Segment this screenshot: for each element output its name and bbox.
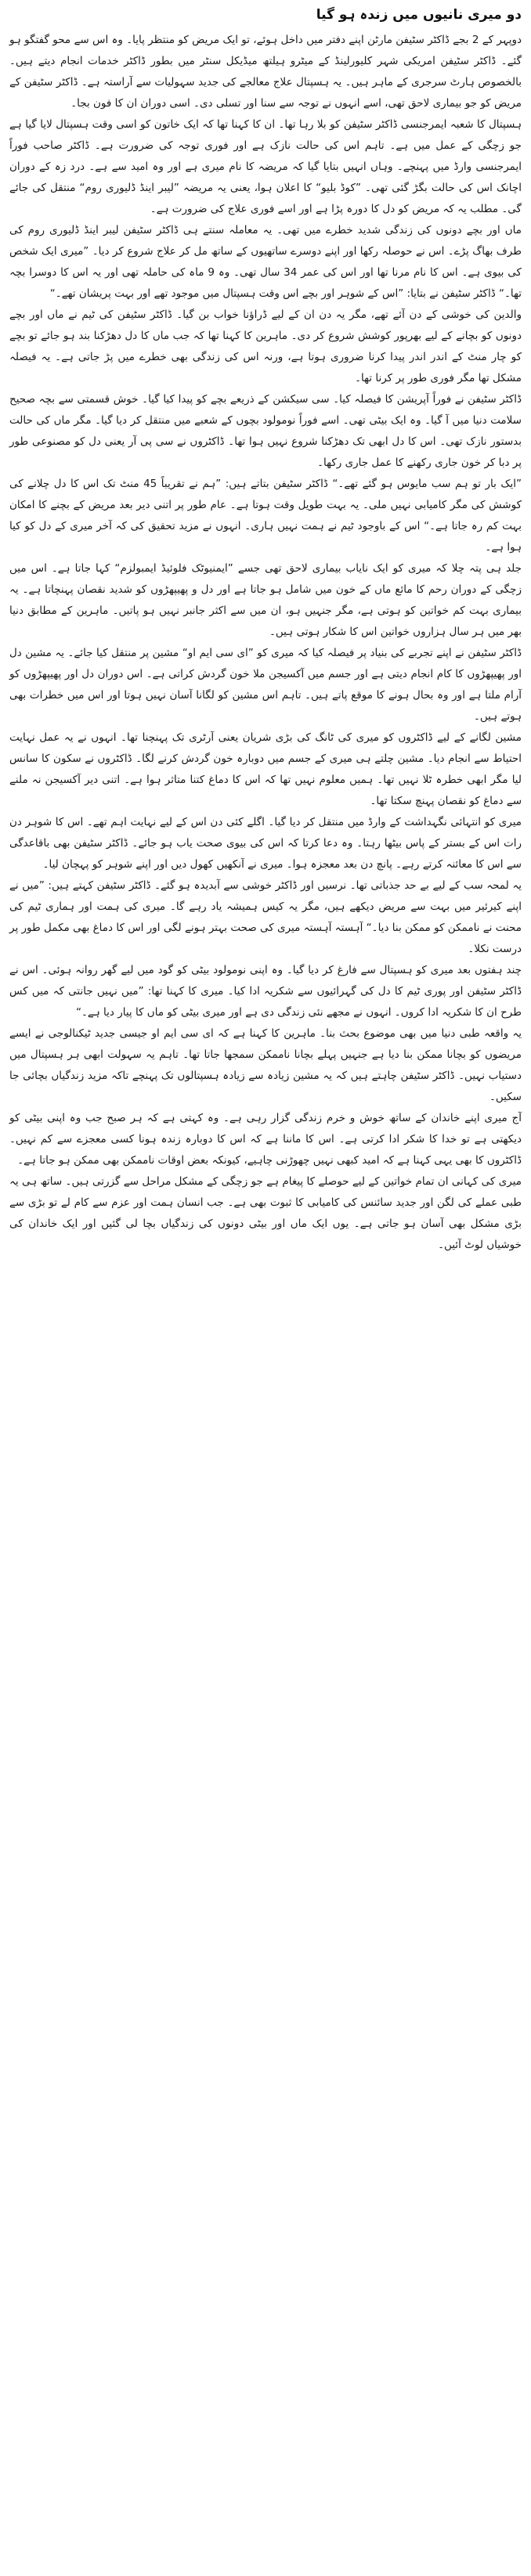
article-paragraph: آج میری اپنے خاندان کے ساتھ خوش و خرم زندگی گزار رہی ہے۔ وہ کہتی ہے کہ ہر صبح جب وہ اپنی بیٹی کو دیکھتی ہے تو خدا کا شکر ادا کرتی ہے۔ اس کا ماننا ہے کہ اس کا دوبارہ زندہ ہونا کسی معجزے سے کم نہیں۔ ڈاکٹروں کا بھی یہی کہنا ہے کہ امید کبھی نہیں چھوڑنی چاہیے، کیونکہ بعض اوقات ناممکن بھی ممکن ہو جاتا ہے۔ xyxy=(9,1112,522,1167)
article-paragraph: ماں اور بچے دونوں کی زندگی شدید خطرے میں تھی۔ یہ معاملہ سنتے ہی ڈاکٹر سٹیفن لیبر اینڈ ڈلیوری روم کی طرف بھاگ پڑے۔ اس نے حوصلہ رکھا اور اپنے دوسرے ساتھیوں کے ساتھ مل کر علاج شروع کر دیا۔ ”میری ایک شخص کی بیوی ہے۔ اس کا نام مرنا تھا اور اس کی عمر 34 سال تھی۔ وہ 9 ماہ کی حاملہ تھی اور یہ اس کا دوسرا بچہ تھا۔“ ڈاکٹر سٹیفن نے بتایا: ”اس کے شوہر اور بچے اس وقت ہسپتال میں موجود تھے اور بہت پریشان تھے۔“ xyxy=(9,224,522,300)
article-paragraph: ڈاکٹر سٹیفن نے اپنے تجربے کی بنیاد پر فیصلہ کیا کہ میری کو ”ای سی ایم او“ مشین پر منتقل کیا جائے۔ یہ مشین دل اور پھیپھڑوں کا کام انجام دیتی ہے اور جسم میں آکسیجن ملا خون گردش کراتی ہے۔ اس دوران دل اور پھیپھڑوں کو آرام ملتا ہے اور وہ بحال ہونے کا موقع پاتے ہیں۔ تاہم اس مشین کو لگانا آسان نہیں ہوتا اور اس میں خطرات بھی ہوتے ہیں۔ xyxy=(9,647,522,723)
article-paragraph: ہسپتال کا شعبہ ایمرجنسی ڈاکٹر سٹیفن کو بلا رہا تھا۔ ان کا کہنا تھا کہ ایک خاتون کو اسی وقت ہسپتال لایا گیا ہے جو زچگی کے عمل میں ہے۔ تاہم اس کی حالت نازک ہے اور فوری توجہ کی ضرورت ہے۔ ڈاکٹر صاحب فوراً ایمرجنسی وارڈ میں پہنچے۔ وہاں انہیں بتایا گیا کہ مریضہ کا نام میری ہے اور وہ امید سے ہے۔ درد زہ کے دوران اچانک اس کی حالت بگڑ گئی تھی۔ ”کوڈ بلیو“ کا اعلان ہوا، یعنی یہ مریضہ ”لیبر اینڈ ڈلیوری روم“ منتقل کی جائے گی۔ مطلب یہ کہ مریض کو دل کا دورہ پڑا ہے اور اسے فوری علاج کی ضرورت ہے۔ xyxy=(9,118,522,215)
article-paragraph: یہ لمحہ سب کے لیے بے حد جذباتی تھا۔ نرسیں اور ڈاکٹر خوشی سے آبدیدہ ہو گئے۔ ڈاکٹر سٹیفن کہتے ہیں: ”میں نے اپنے کیرئیر میں بہت سے مریض دیکھے ہیں، مگر یہ کیس ہمیشہ یاد رہے گا۔ میری کی ہمت اور ہماری ٹیم کی محنت نے ناممکن کو ممکن بنا دیا۔“ آہستہ آہستہ میری کی صحت بہتر ہونے لگی اور اس کا دماغ بھی مکمل طور پر درست نکلا۔ xyxy=(9,879,522,955)
article-body xyxy=(9,30,522,1256)
article-title: دو میری نانیوں میں زندہ ہو گیا xyxy=(316,7,522,23)
article-paragraph: دوپہر کے 2 بجے ڈاکٹر سٹیفن مارٹن اپنے دفتر میں داخل ہوئے، تو ایک مریض کو منتظر پایا۔ وہ اس سے محو گفتگو ہو گئے۔ ڈاکٹر سٹیفن امریکی شہر کلیورلینڈ کے میٹرو ہیلتھ میڈیکل سنٹر میں بطور ڈاکٹر خدمات انجام دیتے ہیں۔ بالخصوص ہارٹ سرجری کے ماہر ہیں۔ یہ ہسپتال علاج معالجے کی جدید سہولیات سے آراستہ ہے۔ ڈاکٹر سٹیفن کے مریض کو جو بیماری لاحق تھی، اسے انہوں نے توجہ سے سنا اور تسلی دی۔ اسی دوران ان کا فون بجا۔ xyxy=(9,34,522,110)
article-paragraph: میری کی کہانی ان تمام خواتین کے لیے حوصلے کا پیغام ہے جو زچگی کے مشکل مراحل سے گزرتی ہیں۔ ساتھ ہی یہ طبی عملے کی لگن اور جدید سائنس کی کامیابی کا ثبوت بھی ہے۔ جب انسان ہمت اور عزم سے کام لے تو بڑی سے بڑی مشکل بھی آسان ہو جاتی ہے۔ یوں ایک ماں اور بیٹی دونوں کی زندگیاں بچا لی گئیں اور ایک خاندان کی خوشیاں لوٹ آئیں۔ xyxy=(9,1175,522,1251)
article-paragraph: چند ہفتوں بعد میری کو ہسپتال سے فارغ کر دیا گیا۔ وہ اپنی نومولود بیٹی کو گود میں لیے گھر روانہ ہوئی۔ اس نے ڈاکٹر سٹیفن اور پوری ٹیم کا دل کی گہرائیوں سے شکریہ ادا کیا۔ میری کا کہنا تھا: ”میں نہیں جانتی کہ میں کس طرح ان کا شکریہ ادا کروں۔ انہوں نے مجھے نئی زندگی دی ہے اور میری بیٹی کو ماں کا پیار دیا ہے۔“ xyxy=(9,964,522,1019)
article-paragraph: میری کو انتہائی نگہداشت کے وارڈ میں منتقل کر دیا گیا۔ اگلے کئی دن اس کے لیے نہایت اہم تھے۔ اس کا شوہر دن رات اس کے بستر کے پاس بیٹھا رہتا۔ وہ دعا کرتا کہ اس کی بیوی صحت یاب ہو جائے۔ ڈاکٹر سٹیفن بھی باقاعدگی سے اس کا معائنہ کرتے رہے۔ پانچ دن بعد معجزہ ہوا۔ میری نے آنکھیں کھول دیں اور اپنے شوہر کو پہچان لیا۔ xyxy=(9,816,522,871)
article-paragraph: ”ایک بار تو ہم سب مایوس ہو گئے تھے۔“ ڈاکٹر سٹیفن بتاتے ہیں: ”ہم نے تقریباً 45 منٹ تک اس کا دل چلانے کی کوشش کی مگر کامیابی نہیں ملی۔ یہ بہت طویل وقت ہوتا ہے۔ عام طور پر اتنی دیر بعد مریض کے بچنے کا امکان بہت کم رہ جاتا ہے۔“ اس کے باوجود ٹیم نے ہمت نہیں ہاری۔ انہوں نے مزید تحقیق کی کہ آخر میری کے دل کو کیا ہوا ہے۔ xyxy=(9,478,522,554)
article-paragraph: والدین کی خوشی کے دن آئے تھے، مگر یہ دن ان کے لیے ڈراؤنا خواب بن گیا۔ ڈاکٹر سٹیفن کی ٹیم نے ماں اور بچے دونوں کو بچانے کے لیے بھرپور کوشش شروع کر دی۔ ماہرین کا کہنا تھا کہ جب ماں کا دل دھڑکنا بند ہو جائے تو بچے کو چار منٹ کے اندر اندر پیدا کرنا ضروری ہوتا ہے، ورنہ اس کی زندگی بھی خطرے میں پڑ جاتی ہے۔ یہ فیصلہ مشکل تھا مگر فوری طور پر کرنا تھا۔ xyxy=(9,308,522,384)
article-paragraph: مشین لگانے کے لیے ڈاکٹروں کو میری کی ٹانگ کی بڑی شریان یعنی آرٹری تک پہنچنا تھا۔ انہوں نے یہ عمل نہایت احتیاط سے انجام دیا۔ مشین چلتے ہی میری کے جسم میں دوبارہ خون گردش کرنے لگا۔ ڈاکٹروں نے سکون کا سانس لیا مگر ابھی خطرہ ٹلا نہیں تھا۔ ہمیں معلوم نہیں تھا کہ اس کا دماغ کتنا متاثر ہوا ہے۔ اتنی دیر آکسیجن نہ ملنے سے دماغ کو نقصان پہنچ سکتا تھا۔ xyxy=(9,731,522,807)
article-paragraph: یہ واقعہ طبی دنیا میں بھی موضوع بحث بنا۔ ماہرین کا کہنا ہے کہ ای سی ایم او جیسی جدید ٹیکنالوجی نے ایسے مریضوں کو بچانا ممکن بنا دیا ہے جنہیں پہلے بچانا ناممکن سمجھا جاتا تھا۔ تاہم یہ سہولت ابھی ہر ہسپتال میں دستیاب نہیں۔ ڈاکٹر سٹیفن چاہتے ہیں کہ یہ مشین زیادہ سے زیادہ ہسپتالوں تک پہنچے تاکہ مزید زندگیاں بچائی جا سکیں۔ xyxy=(9,1027,522,1103)
article-paragraph: جلد ہی پتہ چلا کہ میری کو ایک نایاب بیماری لاحق تھی جسے ”ایمنیوٹک فلوئیڈ ایمبولزم“ کہا جاتا ہے۔ اس میں زچگی کے دوران رحم کا مائع ماں کے خون میں شامل ہو جاتا ہے اور دل و پھیپھڑوں کو شدید نقصان پہنچاتا ہے۔ یہ بیماری بہت کم خواتین کو ہوتی ہے، مگر جنہیں ہو، ان میں سے اکثر جانبر نہیں ہو پاتیں۔ ماہرین کے مطابق دنیا بھر میں ہر سال ہزاروں خواتین اس کا شکار ہوتی ہیں۔ xyxy=(9,562,522,638)
article-paragraph: ڈاکٹر سٹیفن نے فوراً آپریشن کا فیصلہ کیا۔ سی سیکشن کے ذریعے بچے کو پیدا کیا گیا۔ خوش قسمتی سے بچہ صحیح سلامت دنیا میں آ گیا۔ وہ ایک بیٹی تھی۔ اسے فوراً نومولود بچوں کے شعبے میں منتقل کر دیا گیا۔ مگر ماں کی حالت بدستور نازک تھی۔ اس کا دل ابھی تک دھڑکنا شروع نہیں ہوا تھا۔ ڈاکٹروں نے سی پی آر یعنی دل کو مصنوعی طور پر دبا کر خون جاری رکھنے کا عمل جاری رکھا۔ xyxy=(9,393,522,469)
